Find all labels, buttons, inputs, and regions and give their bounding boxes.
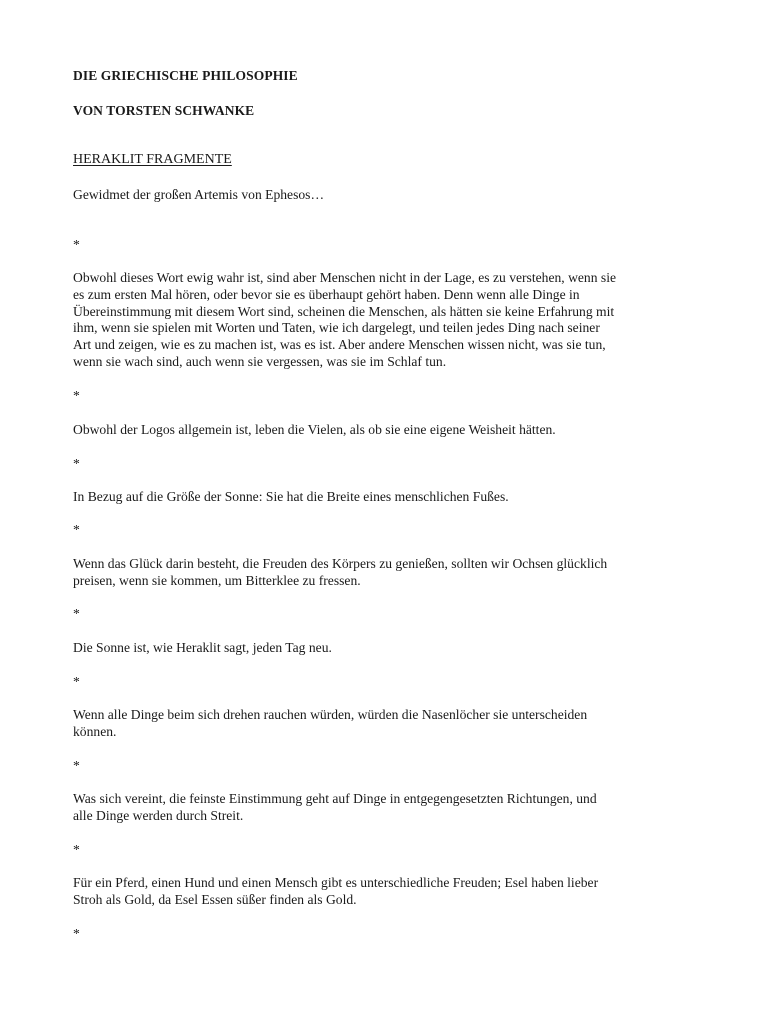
fragment-line: können. bbox=[73, 723, 117, 739]
separator: * bbox=[73, 758, 80, 773]
fragment-2 bbox=[73, 422, 698, 439]
separator: * bbox=[73, 842, 80, 857]
document-title: DIE GRIECHISCHE PHILOSOPHIE bbox=[73, 68, 298, 83]
fragment-6 bbox=[73, 707, 698, 741]
fragment-line: Stroh als Gold, da Esel Essen süßer finden als Gold. bbox=[73, 891, 357, 907]
fragment-line: Obwohl dieses Wort ewig wahr ist, sind aber Menschen nicht in der Lage, es zu verstehen, wenn sie bbox=[73, 270, 617, 285]
fragment-line: wenn sie wach sind, auch wenn sie vergessen, was sie im Schlaf tun. bbox=[73, 353, 447, 369]
fragment-line: Art und zeigen, wie es zu machen ist, was es ist. Aber andere Menschen wissen nicht, was sie tun, bbox=[73, 337, 606, 353]
fragment-line: es zum ersten Mal hören, oder bevor sie es überhaupt gehört haben. Denn wenn alle Dinge in bbox=[73, 286, 580, 302]
fragment-line: Was sich vereint, die feinste Einstimmung geht auf Dinge in entgegengesetzten Richtungen, und bbox=[73, 791, 597, 806]
fragment-line: Für ein Pferd, einen Hund und einen Mensch gibt es unterschiedliche Freuden; Esel haben lieber bbox=[73, 875, 599, 890]
fragment-3 bbox=[73, 489, 698, 506]
separator: * bbox=[73, 388, 80, 403]
section-title: HERAKLIT FRAGMENTE bbox=[73, 152, 232, 167]
fragment-1 bbox=[73, 270, 698, 371]
fragment-line: Die Sonne ist, wie Heraklit sagt, jeden Tag neu. bbox=[73, 640, 332, 655]
separator: * bbox=[73, 522, 80, 537]
author-line: VON TORSTEN SCHWANKE bbox=[73, 103, 255, 118]
fragment-line: Wenn alle Dinge beim sich drehen rauchen würden, würden die Nasenlöcher sie unterscheiden bbox=[73, 707, 588, 722]
fragment-line: Wenn das Glück darin besteht, die Freuden des Körpers zu genießen, sollten wir Ochsen glücklich bbox=[73, 556, 608, 571]
separator: * bbox=[73, 926, 80, 941]
separator: * bbox=[73, 606, 80, 621]
fragment-line: In Bezug auf die Größe der Sonne: Sie hat die Breite eines menschlichen Fußes. bbox=[73, 489, 509, 504]
fragment-line: alle Dinge werden durch Streit. bbox=[73, 807, 244, 823]
fragment-line: preisen, wenn sie kommen, um Bitterklee zu fressen. bbox=[73, 572, 361, 588]
separator: * bbox=[73, 456, 80, 471]
fragment-line: Obwohl der Logos allgemein ist, leben die Vielen, als ob sie eine eigene Weisheit hätten. bbox=[73, 422, 556, 437]
fragment-4 bbox=[73, 556, 698, 590]
fragment-7 bbox=[73, 791, 698, 825]
document-page bbox=[73, 0, 698, 1024]
fragment-line: ihm, wenn sie spielen mit Worten und Taten, wie ich dargelegt, und teilen jedes Ding nach seiner bbox=[73, 320, 600, 336]
separator: * bbox=[73, 237, 80, 252]
dedication: Gewidmet der großen Artemis von Ephesos… bbox=[73, 187, 325, 202]
fragment-5 bbox=[73, 640, 698, 657]
fragment-line: Übereinstimmung mit diesem Wort sind, scheinen die Menschen, als hätten sie keine Erfahrung mit bbox=[73, 303, 615, 319]
separator: * bbox=[73, 674, 80, 689]
fragment-8 bbox=[73, 875, 698, 909]
